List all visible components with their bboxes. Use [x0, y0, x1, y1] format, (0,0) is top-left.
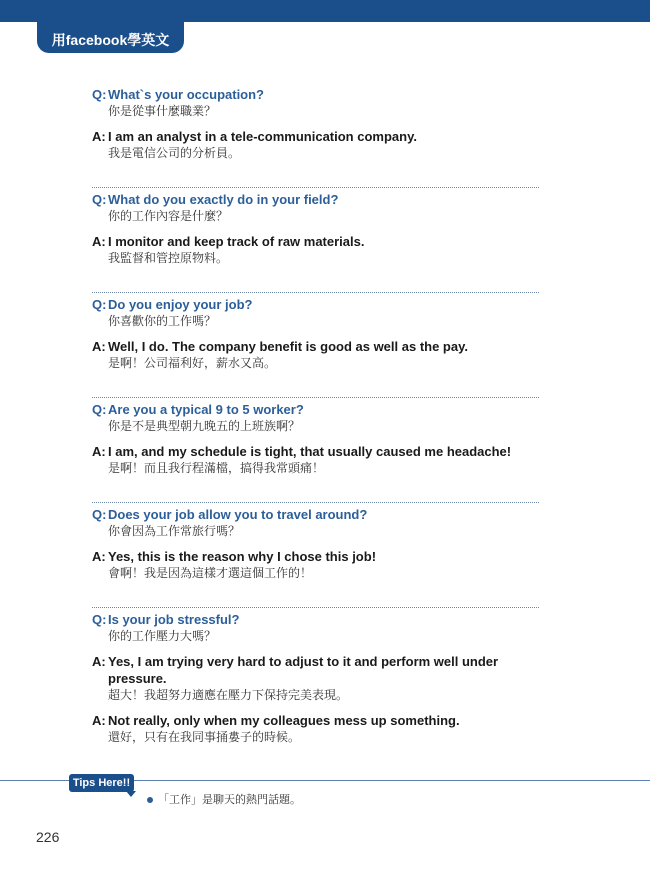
answer-label: A:: [92, 549, 106, 564]
answer-english: Well, I do. The company benefit is good as well as the pay.: [108, 339, 468, 354]
question-line: [92, 296, 539, 313]
answer-chinese: 還好，只有在我同事捅婁子的時候。: [108, 730, 301, 744]
qa-block: [92, 506, 539, 611]
tips-pointer-icon: [126, 791, 136, 797]
dotted-divider: [92, 187, 539, 188]
question-label: Q:: [92, 192, 107, 207]
answer-line: [92, 712, 539, 729]
question-line: [92, 611, 539, 628]
question-english: What do you exactly do in your field?: [108, 192, 339, 207]
answer-english: Yes, I am trying very hard to adjust to it and perform well under pressure.: [108, 654, 499, 686]
question-chinese: 你是不是典型朝九晚五的上班族啊？: [108, 419, 301, 433]
answer-label: A:: [92, 713, 106, 728]
answer-line: [92, 233, 539, 250]
answer-label: A:: [92, 129, 106, 144]
answer-line: [92, 548, 539, 565]
dotted-divider: [92, 607, 539, 608]
answer-line: [92, 443, 539, 460]
answer-chinese: 我監督和管控原物料。: [108, 251, 229, 265]
question-english: Does your job allow you to travel around?: [108, 507, 368, 522]
question-english: Is your job stressful?: [108, 612, 240, 627]
answer-label: A:: [92, 444, 106, 459]
qa-block: [92, 86, 539, 191]
answer-label: A:: [92, 234, 106, 249]
qa-block: [92, 611, 539, 761]
answer-chinese: 是啊！而且我行程滿檔，搞得我常頭痛！: [108, 461, 325, 475]
answer-chinese: 是啊！公司福利好，薪水又高。: [108, 356, 277, 370]
page-number: 226: [36, 829, 60, 845]
tips-label: Tips Here!!: [69, 774, 134, 792]
qa-list: [92, 86, 539, 761]
question-english: Are you a typical 9 to 5 worker?: [108, 402, 304, 417]
answer-line: [92, 128, 539, 145]
question-label: Q:: [92, 297, 107, 312]
answer-chinese: 會啊！我是因為這樣才選這個工作的！: [108, 566, 313, 580]
qa-block: [92, 191, 539, 296]
qa-block: [92, 296, 539, 401]
answer-label: A:: [92, 654, 106, 669]
question-chinese: 你會因為工作常旅行嗎？: [108, 524, 241, 538]
question-label: Q:: [92, 507, 107, 522]
answer-english: Yes, this is the reason why I chose this job!: [108, 549, 377, 564]
dotted-divider: [92, 502, 539, 503]
question-chinese: 你是從事什麼職業？: [108, 104, 217, 118]
dotted-divider: [92, 397, 539, 398]
question-label: Q:: [92, 87, 107, 102]
bullet-icon: [147, 797, 153, 803]
answer-line: [92, 653, 539, 687]
question-chinese: 你喜歡你的工作嗎？: [108, 314, 217, 328]
tips-item: [147, 791, 301, 807]
answer-english: I am, and my schedule is tight, that usually caused me headache!: [108, 444, 512, 459]
answer-english: I monitor and keep track of raw materials.: [108, 234, 365, 249]
dotted-divider: [92, 292, 539, 293]
question-line: [92, 401, 539, 418]
question-line: [92, 506, 539, 523]
question-english: Do you enjoy your job?: [108, 297, 253, 312]
question-chinese: 你的工作壓力大嗎？: [108, 629, 217, 643]
answer-chinese: 我是電信公司的分析員。: [108, 146, 241, 160]
book-title-tab: [37, 0, 184, 53]
question-label: Q:: [92, 612, 107, 627]
book-title: 用facebook學英文: [51, 32, 170, 48]
question-label: Q:: [92, 402, 107, 417]
qa-block: [92, 401, 539, 506]
question-line: [92, 86, 539, 103]
answer-chinese: 超大！我超努力適應在壓力下保持完美表現。: [108, 688, 349, 702]
answer-label: A:: [92, 339, 106, 354]
tips-item-text: 「工作」是聊天的熱門話題。: [158, 793, 301, 806]
answer-english: I am an analyst in a tele-communication company.: [108, 129, 417, 144]
question-line: [92, 191, 539, 208]
answer-line: [92, 338, 539, 355]
question-chinese: 你的工作內容是什麼？: [108, 209, 229, 223]
question-english: What`s your occupation?: [108, 87, 264, 102]
answer-english: Not really, only when my colleagues mess up something.: [108, 713, 460, 728]
